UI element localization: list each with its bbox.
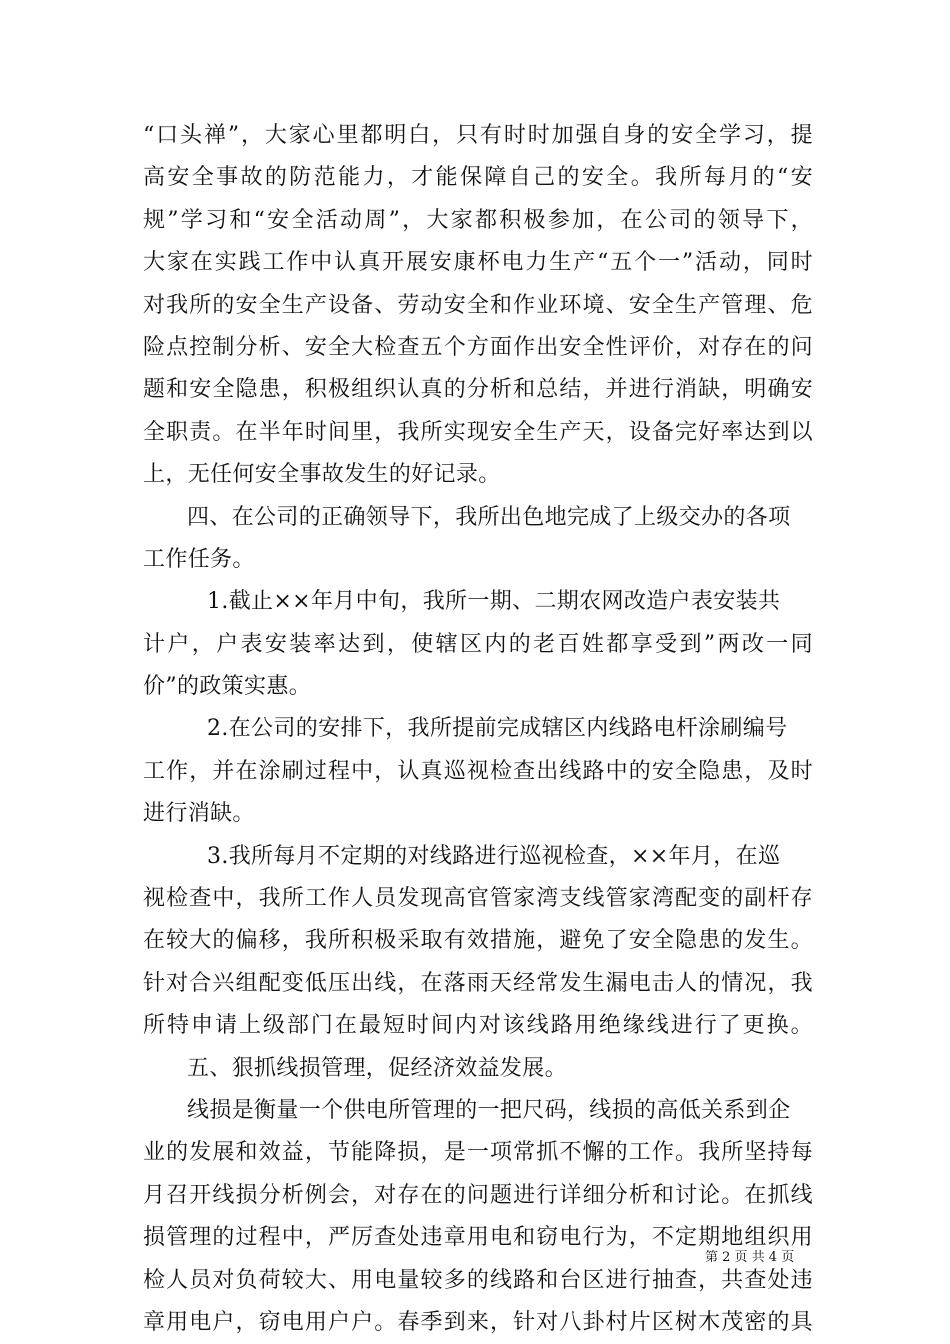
text-line: 险点控制分析、安全大检查五个方面作出安全性评价，对存在的问 [143,334,813,360]
text-line: 工作任务。 [143,546,255,572]
text-line: 针对合兴组配变低压出线，在落雨天经常发生漏电击人的情况，我 [143,970,813,996]
text-line: 所特申请上级部门在最短时间内对该线路用绝缘线进行了更换。 [143,1013,813,1039]
text-line: 对我所的安全生产设备、劳动安全和作业环境、安全生产管理、危 [143,292,813,318]
text-line: 视检查中，我所工作人员发现高官管家湾支线管家湾配变的副杆存 [143,886,813,912]
text-line: 大家在实践工作中认真开展安康杯电力生产“五个一”活动，同时 [143,250,813,276]
text-line: 损管理的过程中，严厉查处违章用电和窃电行为，不定期地组织用 [143,1225,813,1251]
text-line: 高安全事故的防范能力，才能保障自己的安全。我所每月的“安 [143,165,813,191]
text-line: 进行消缺。 [143,801,255,827]
page-number: 第 2 页 共 4 页 [705,1250,795,1265]
text-line: 3.我所每月不定期的对线路进行巡视检查，××年月，在巡 [207,843,781,869]
text-line: 上，无任何安全事故发生的好记录。 [143,462,501,488]
text-line: 在较大的偏移，我所积极采取有效措施，避免了安全隐患的发生。 [143,928,813,954]
text-line: 计户，户表安装率达到，使辖区内的老百姓都享受到”两改一同 [143,631,813,657]
text-line: “口头禅”，大家心里都明白，只有时时加强自身的安全学习，提 [143,123,813,148]
text-line: 规”学习和“安全活动周”，大家都积极参加，在公司的领导下， [143,207,813,233]
text-line: 2.在公司的安排下，我所提前完成辖区内线路电杆涂刷编号 [207,716,788,742]
text-line: 章用电户，窃电用户户。春季到来，针对八卦村片区树木茂密的具 [143,1309,813,1335]
text-line: 1.截止××年月中旬，我所一期、二期农网改造户表安装共 [207,589,781,615]
text-line: 题和安全隐患，积极组织认真的分析和总结，并进行消缺，明确安 [143,377,813,403]
text-line: 月召开线损分析例会，对存在的问题进行详细分析和讨论。在抓线 [143,1182,813,1208]
document-body [143,115,813,1344]
text-line: 价”的政策实惠。 [143,674,312,700]
text-line: 检人员对负荷较大、用电量较多的线路和台区进行抽查，共查处违 [143,1267,813,1293]
text-line: 业的发展和效益，节能降损，是一项常抓不懈的工作。我所坚持每 [143,1140,813,1166]
text-line: 全职责。在半年时间里，我所实现安全生产天，设备完好率达到以 [143,419,813,445]
text-line: 五、狠抓线损管理，促经济效益发展。 [187,1055,567,1081]
text-line: 工作，并在涂刷过程中，认真巡视检查出线路中的安全隐患，及时 [143,758,813,784]
text-line: 线损是衡量一个供电所管理的一把尺码，线损的高低关系到企 [187,1097,791,1123]
text-line: 四、在公司的正确领导下，我所出色地完成了上级交办的各项 [187,504,791,530]
